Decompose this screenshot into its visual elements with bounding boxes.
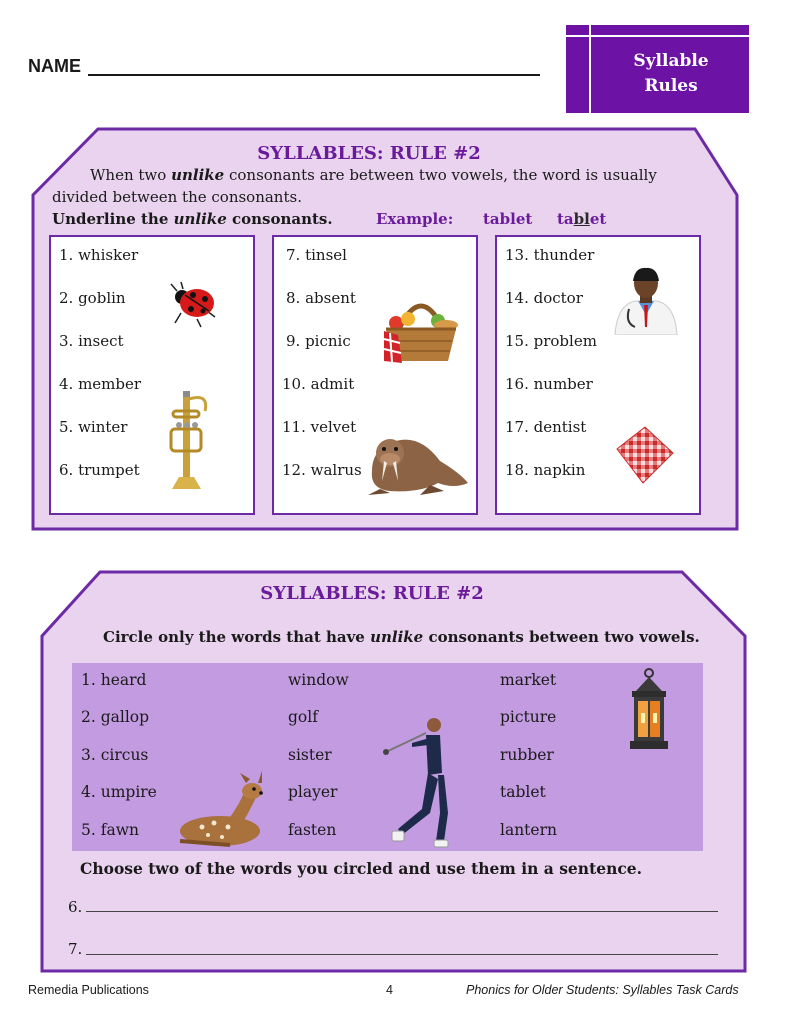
footer-page-number: 4	[386, 983, 393, 997]
word-item[interactable]: 4. member	[59, 375, 142, 393]
example-label: Example:	[376, 210, 454, 228]
name-label: NAME	[28, 56, 81, 76]
grid-word[interactable]: sister	[288, 746, 332, 764]
word-item[interactable]: 10. admit	[282, 375, 355, 393]
card2-instruction	[103, 626, 700, 648]
instr-after: consonants.	[226, 210, 333, 228]
word-item[interactable]: 3. insect	[59, 332, 124, 350]
ladybug-icon	[167, 281, 217, 329]
word-item[interactable]: 9. picnic	[286, 332, 351, 350]
answer-line-6[interactable]	[86, 911, 718, 912]
grid-word[interactable]: window	[288, 671, 349, 689]
grid-word[interactable]: rubber	[500, 746, 554, 764]
word-column-2	[272, 235, 478, 515]
grid-word[interactable]: golf	[288, 708, 318, 726]
grid-word[interactable]: fasten	[288, 821, 337, 839]
grid-word[interactable]: tablet	[500, 783, 546, 801]
card1-intro-line1	[90, 164, 730, 186]
badge-line-2: Rules	[644, 76, 698, 96]
word-item[interactable]: 12. walrus	[282, 461, 362, 479]
intro-after: consonants are between two vowels, the word is usually	[224, 166, 657, 184]
answer-line-7[interactable]	[86, 954, 718, 955]
word-item[interactable]: 17. dentist	[505, 418, 587, 436]
grid-word[interactable]: picture	[500, 708, 557, 726]
walrus-icon	[360, 427, 470, 497]
word-item[interactable]: 14. doctor	[505, 289, 583, 307]
trumpet-icon	[159, 389, 217, 491]
word-item[interactable]: 1. whisker	[59, 246, 139, 264]
word-item[interactable]: 6. trumpet	[59, 461, 140, 479]
footer-title: Phonics for Older Students: Syllables Task Cards	[466, 983, 739, 997]
word-item[interactable]: 16. number	[505, 375, 593, 393]
card1-instruction	[52, 208, 333, 230]
word-column-3	[495, 235, 701, 515]
grid-word[interactable]: 4. umpire	[81, 783, 157, 801]
grid-word[interactable]: player	[288, 783, 338, 801]
napkin-icon	[613, 425, 675, 485]
grid-word[interactable]: lantern	[500, 821, 557, 839]
word-item[interactable]: 2. goblin	[59, 289, 126, 307]
word-item[interactable]: 13. thunder	[505, 246, 595, 264]
word-item[interactable]: 8. absent	[286, 289, 356, 307]
instr2-before: Circle only the words that have	[103, 628, 371, 646]
grid-word[interactable]: 2. gallop	[81, 708, 150, 726]
instr2-emphasis: unlike	[370, 628, 424, 646]
card1-title: SYLLABLES: RULE #2	[257, 143, 481, 164]
footer-publisher: Remedia Publications	[28, 983, 149, 997]
example-part-c: et	[589, 210, 607, 228]
card2-title: SYLLABLES: RULE #2	[260, 583, 484, 604]
fawn-icon	[166, 771, 270, 851]
grid-word[interactable]: 3. circus	[81, 746, 149, 764]
intro-emphasis: unlike	[171, 166, 225, 184]
instr2-after: consonants between two vowels.	[423, 628, 700, 646]
instr-before: Underline the	[52, 210, 174, 228]
grid-word[interactable]: 5. fawn	[81, 821, 139, 839]
card1-intro-line2: divided between the consonants.	[52, 188, 302, 206]
word-item[interactable]: 5. winter	[59, 418, 128, 436]
doctor-icon	[611, 265, 681, 335]
example-part-b: bl	[573, 210, 590, 228]
example-underlined	[557, 208, 606, 230]
word-item[interactable]: 15. problem	[505, 332, 597, 350]
golfer-icon	[382, 713, 466, 851]
intro-before: When two	[90, 166, 172, 184]
grid-word[interactable]: 1. heard	[81, 671, 147, 689]
instr-emphasis: unlike	[173, 210, 227, 228]
word-item[interactable]: 18. napkin	[505, 461, 586, 479]
line-7-label: 7.	[68, 940, 83, 958]
badge-line-1: Syllable	[633, 51, 709, 71]
line-6-label: 6.	[68, 898, 83, 916]
example-part-a: ta	[557, 210, 574, 228]
grid-word[interactable]: market	[500, 671, 557, 689]
word-item[interactable]: 11. velvet	[282, 418, 357, 436]
example-word: tablet	[483, 210, 533, 228]
word-item[interactable]: 7. tinsel	[286, 246, 347, 264]
word-grid	[72, 663, 703, 851]
lantern-icon	[624, 667, 674, 753]
picnic-basket-icon	[378, 291, 464, 367]
sentence-prompt: Choose two of the words you circled and use them in a sentence.	[80, 859, 643, 878]
word-column-1	[49, 235, 255, 515]
